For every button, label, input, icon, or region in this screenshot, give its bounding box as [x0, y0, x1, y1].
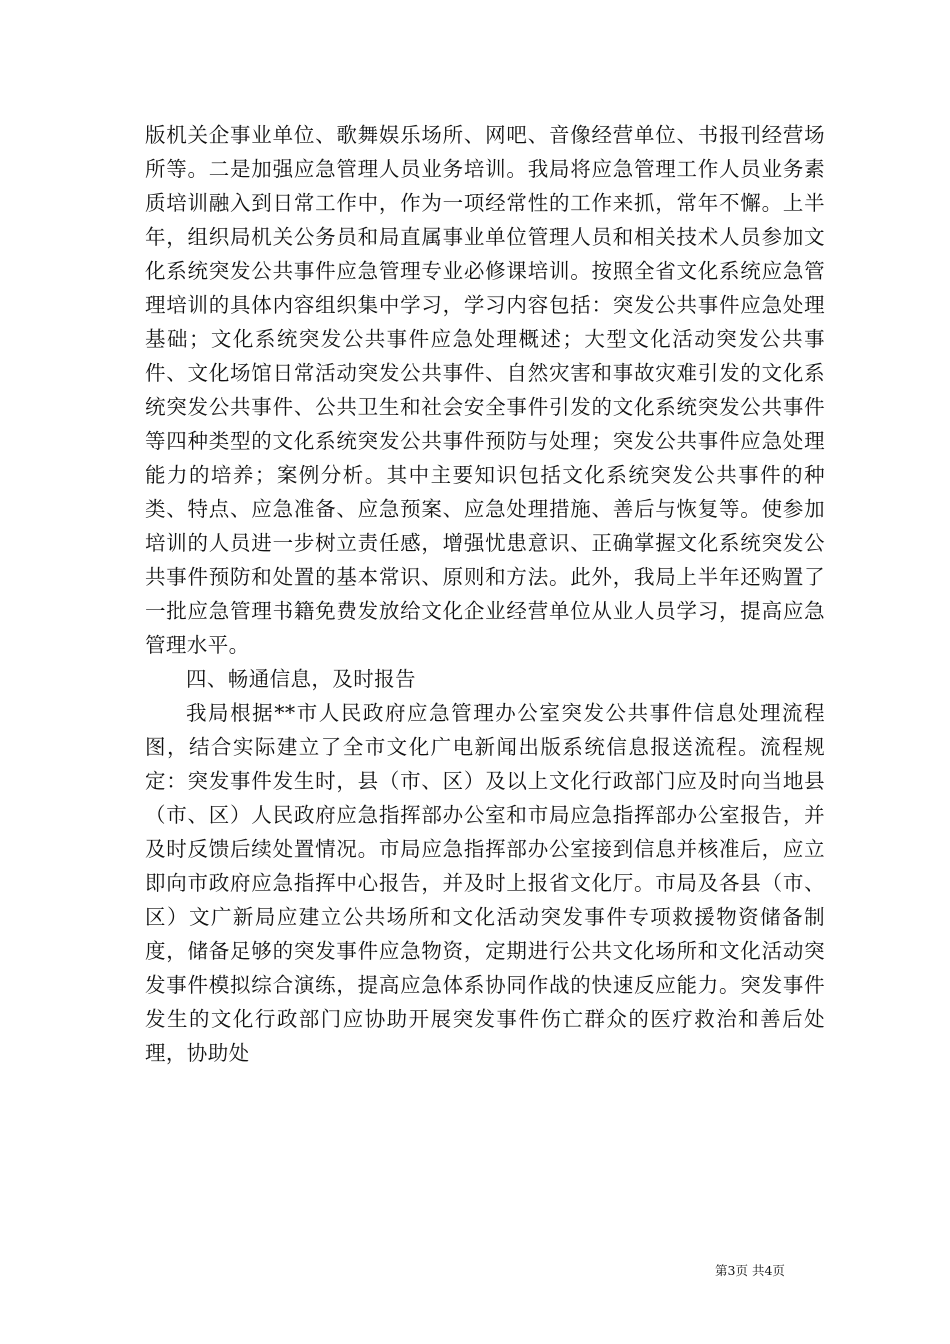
page-number-suffix: 页 — [772, 1263, 785, 1278]
section-heading: 四、畅通信息，及时报告 — [186, 667, 416, 691]
paragraph-training: 版机关企事业单位、歌舞娱乐场所、网吧、音像经营单位、书报刊经营场所等。二是加强应急管理人员业务培训。我局将应急管理工作人员业务素质培训融入到日常工作中，作为一项经常性的工作来抓，常年不懈。上半年，组织局机关公务员和局直属事业单位管理人员和相关技术人员参加文化系统突发公共事件应急管理专业必修课培训。按照全省文化系统应急管理培训的具体内容组织集中学习，学习内容包括：突发公共事件应急处理基础；文化系统突发公共事件应急处理概述；大型文化活动突发公共事件、文化场馆日常活动突发公共事件、自然灾害和事故灾难引发的文化系统突发公共事件、公共卫生和社会安全事件引发的文化系统突发公共事件等四种类型的文化系统突发公共事件预防与处理；突发公共事件应急处理能力的培养；案例分析。其中主要知识包括文化系统突发公共事件的种类、特点、应急准备、应急预案、应急处理措施、善后与恢复等。使参加培训的人员进一步树立责任感，增强忧患意识、正确掌握文化系统突发公共事件预防和处置的基本常识、原则和方法。此外，我局上半年还购置了一批应急管理书籍免费发放给文化企业经营单位从业人员学习，提高应急管理水平。 — [145, 123, 825, 657]
paragraph-information-reporting: 我局根据**市人民政府应急管理办公室突发公共事件信息处理流程图，结合实际建立了全市文化广电新闻出版系统信息报送流程。流程规定：突发事件发生时，县（市、区）及以上文化行政部门应及时向当地县（市、区）人民政府应急指挥部办公室和市局应急指挥部办公室报告，并及时反馈后续处置情况。市局应急指挥部办公室接到信息并核准后，应立即向市政府应急指挥中心报告，并及时上报省文化厅。市局及各县（市、区）文广新局应建立公共场所和文化活动突发事件专项救援物资储备制度，储备足够的突发事件应急物资，定期进行公共文化场所和文化活动突发事件模拟综合演练，提高应急体系协同作战的快速反应能力。突发事件发生的文化行政部门应协助开展突发事件伤亡群众的医疗救治和善后处理，协助处 — [145, 701, 825, 1065]
current-page-number: 3 — [727, 1263, 736, 1278]
document-body — [145, 118, 825, 1070]
total-pages-number: 4 — [764, 1263, 773, 1278]
page-number-prefix: 第 — [715, 1263, 728, 1278]
page-number-middle: 页 共 — [735, 1263, 765, 1278]
page-number — [715, 1263, 785, 1279]
